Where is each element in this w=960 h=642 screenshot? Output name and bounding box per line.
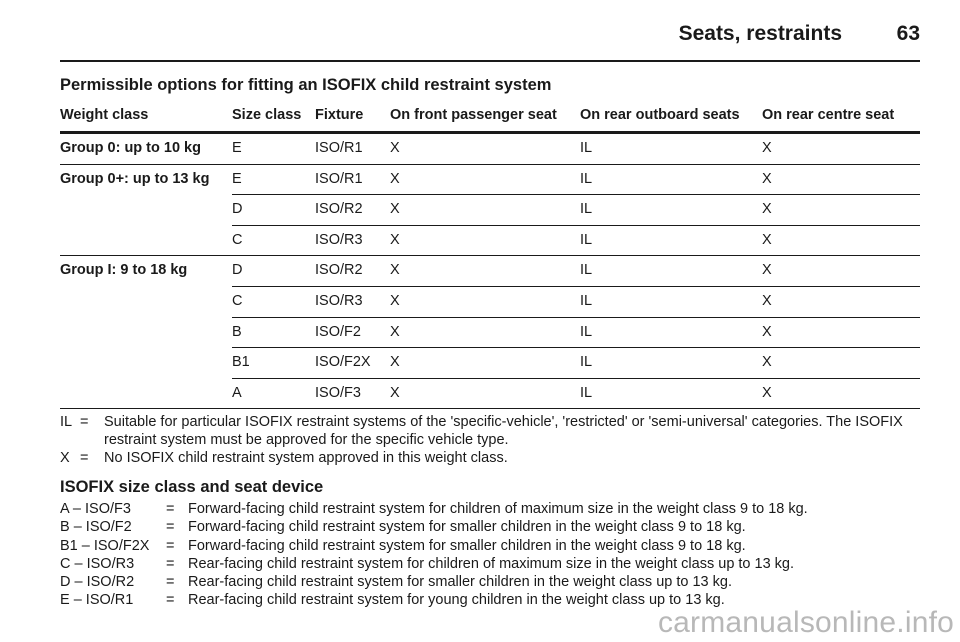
- front-passenger-cell: X: [390, 195, 580, 226]
- front-passenger-cell: X: [390, 164, 580, 195]
- front-passenger-cell: X: [390, 133, 580, 165]
- size-class-text: Forward-facing child restraint system for children of maximum size in the weight class 9 to 18 kg.: [188, 501, 808, 517]
- watermark: carmanualsonline.info: [657, 606, 954, 639]
- weight-class-cell: [60, 286, 232, 317]
- table-row: [60, 378, 920, 409]
- size-class-text: Forward-facing child restraint system for smaller children in the weight class 9 to 18 kg.: [188, 519, 746, 536]
- size-class-item: [60, 573, 940, 591]
- size-class-equals: =: [166, 519, 175, 536]
- size-class-cell: D: [232, 195, 315, 226]
- table-row: [60, 286, 920, 317]
- size-class-equals: =: [166, 592, 175, 609]
- table-body: [60, 133, 920, 409]
- size-class-cell: B: [232, 317, 315, 348]
- size-class-list: [60, 500, 940, 610]
- front-passenger-cell: X: [390, 286, 580, 317]
- size-class-cell: E: [232, 164, 315, 195]
- rear-outboard-cell: IL: [580, 225, 762, 256]
- fixture-cell: ISO/R3: [315, 225, 390, 256]
- page-header: [60, 14, 920, 54]
- fixture-cell: ISO/R1: [315, 133, 390, 165]
- column-header-size-class: Size class: [232, 101, 315, 133]
- size-class-cell: C: [232, 286, 315, 317]
- header-title: Seats, restraints: [678, 22, 842, 45]
- rear-outboard-cell: IL: [580, 164, 762, 195]
- column-header-front-passenger: On front passenger seat: [390, 101, 580, 133]
- section-title: Permissible options for fitting an ISOFIX child restraint system: [60, 76, 552, 94]
- size-class-key: C – ISO/R3: [60, 555, 135, 572]
- legend-item: [60, 449, 920, 467]
- weight-class-cell: Group 0+: up to 13 kg: [60, 170, 210, 187]
- rear-centre-cell: X: [762, 133, 920, 165]
- size-class-cell: C: [232, 225, 315, 256]
- rear-outboard-cell: IL: [580, 286, 762, 317]
- weight-class-cell: [60, 195, 232, 226]
- column-header-rear-centre: On rear centre seat: [762, 101, 920, 133]
- rear-centre-cell: X: [762, 195, 920, 226]
- front-passenger-cell: X: [390, 348, 580, 379]
- front-passenger-cell: X: [390, 256, 580, 287]
- front-passenger-cell: X: [390, 317, 580, 348]
- header-rule: [60, 60, 920, 62]
- size-section-title: ISOFIX size class and seat device: [60, 478, 324, 496]
- rear-outboard-cell: IL: [580, 348, 762, 379]
- size-class-key: A – ISO/F3: [60, 501, 131, 517]
- legend-equals: =: [80, 414, 89, 430]
- legend: [60, 413, 920, 467]
- fixture-cell: ISO/R3: [315, 286, 390, 317]
- size-class-item: [60, 555, 940, 573]
- rear-outboard-cell: IL: [580, 317, 762, 348]
- rear-centre-cell: X: [762, 317, 920, 348]
- table-row: [60, 225, 920, 256]
- column-header-rear-outboard: On rear outboard seats: [580, 101, 762, 133]
- fixture-cell: ISO/R2: [315, 256, 390, 287]
- size-class-cell: D: [232, 256, 315, 287]
- size-class-equals: =: [166, 537, 175, 554]
- fixture-cell: ISO/R1: [315, 164, 390, 195]
- legend-text: Suitable for particular ISOFIX restraint systems of the 'specific-vehicle', 'restricted' or 'semi-universal' categories. The ISOFIX restraint system must be approved for the specific vehicle type.: [104, 414, 903, 448]
- rear-outboard-cell: IL: [580, 133, 762, 165]
- fixture-cell: ISO/F2X: [315, 348, 390, 379]
- weight-class-cell: [60, 348, 232, 379]
- size-class-key: D – ISO/R2: [60, 574, 135, 591]
- size-class-text: Rear-facing child restraint system for children of maximum size in the weight class up to 13 kg.: [188, 555, 795, 572]
- size-class-cell: A: [232, 378, 315, 409]
- fixture-cell: ISO/F3: [315, 378, 390, 409]
- size-class-equals: =: [166, 501, 175, 517]
- table-header-row: [60, 101, 920, 133]
- weight-class-cell: Group 0: up to 10 kg: [60, 133, 232, 165]
- weight-class-cell: [60, 317, 232, 348]
- weight-class-cell: [60, 225, 232, 256]
- size-class-item: [60, 537, 940, 555]
- rear-centre-cell: X: [762, 348, 920, 379]
- front-passenger-cell: X: [390, 378, 580, 409]
- rear-centre-cell: X: [762, 225, 920, 256]
- size-class-text: Rear-facing child restraint system for young children in the weight class up to 13 kg.: [188, 592, 725, 609]
- rear-centre-cell: X: [762, 256, 920, 287]
- size-class-item: [60, 518, 940, 536]
- fixture-cell: ISO/R2: [315, 195, 390, 226]
- size-class-key: B1 – ISO/F2X: [60, 537, 150, 554]
- legend-key: IL: [60, 414, 73, 430]
- size-class-cell: E: [232, 133, 315, 165]
- size-class-equals: =: [166, 555, 175, 572]
- legend-item: [60, 413, 920, 449]
- page-number: 63: [896, 22, 920, 45]
- rear-outboard-cell: IL: [580, 256, 762, 287]
- rear-centre-cell: X: [762, 164, 920, 195]
- fixture-cell: ISO/F2: [315, 317, 390, 348]
- column-header-weight-class: Weight class: [60, 101, 232, 133]
- weight-class-cell: [60, 378, 232, 409]
- legend-key: X: [60, 450, 70, 466]
- size-class-cell: B1: [232, 348, 315, 379]
- size-class-item: [60, 500, 940, 518]
- table-row: [60, 317, 920, 348]
- legend-text: No ISOFIX child restraint system approved in this weight class.: [104, 450, 508, 466]
- size-class-equals: =: [166, 574, 175, 591]
- size-class-key: E – ISO/R1: [60, 592, 134, 609]
- table-row: [60, 256, 920, 287]
- front-passenger-cell: X: [390, 225, 580, 256]
- rear-outboard-cell: IL: [580, 378, 762, 409]
- isofix-table: [60, 101, 920, 409]
- column-header-fixture: Fixture: [315, 101, 390, 133]
- legend-equals: =: [80, 450, 89, 466]
- size-class-text: Rear-facing child restraint system for smaller children in the weight class up to 13 kg.: [188, 574, 732, 591]
- rear-outboard-cell: IL: [580, 195, 762, 226]
- table-row: [60, 195, 920, 226]
- rear-centre-cell: X: [762, 286, 920, 317]
- weight-class-cell: Group I: 9 to 18 kg: [60, 262, 188, 279]
- table-row: [60, 133, 920, 165]
- table-row: [60, 348, 920, 379]
- size-class-text: Forward-facing child restraint system for smaller children in the weight class 9 to 18 kg.: [188, 537, 746, 554]
- table-row: [60, 164, 920, 195]
- size-class-key: B – ISO/F2: [60, 519, 132, 536]
- rear-centre-cell: X: [762, 378, 920, 409]
